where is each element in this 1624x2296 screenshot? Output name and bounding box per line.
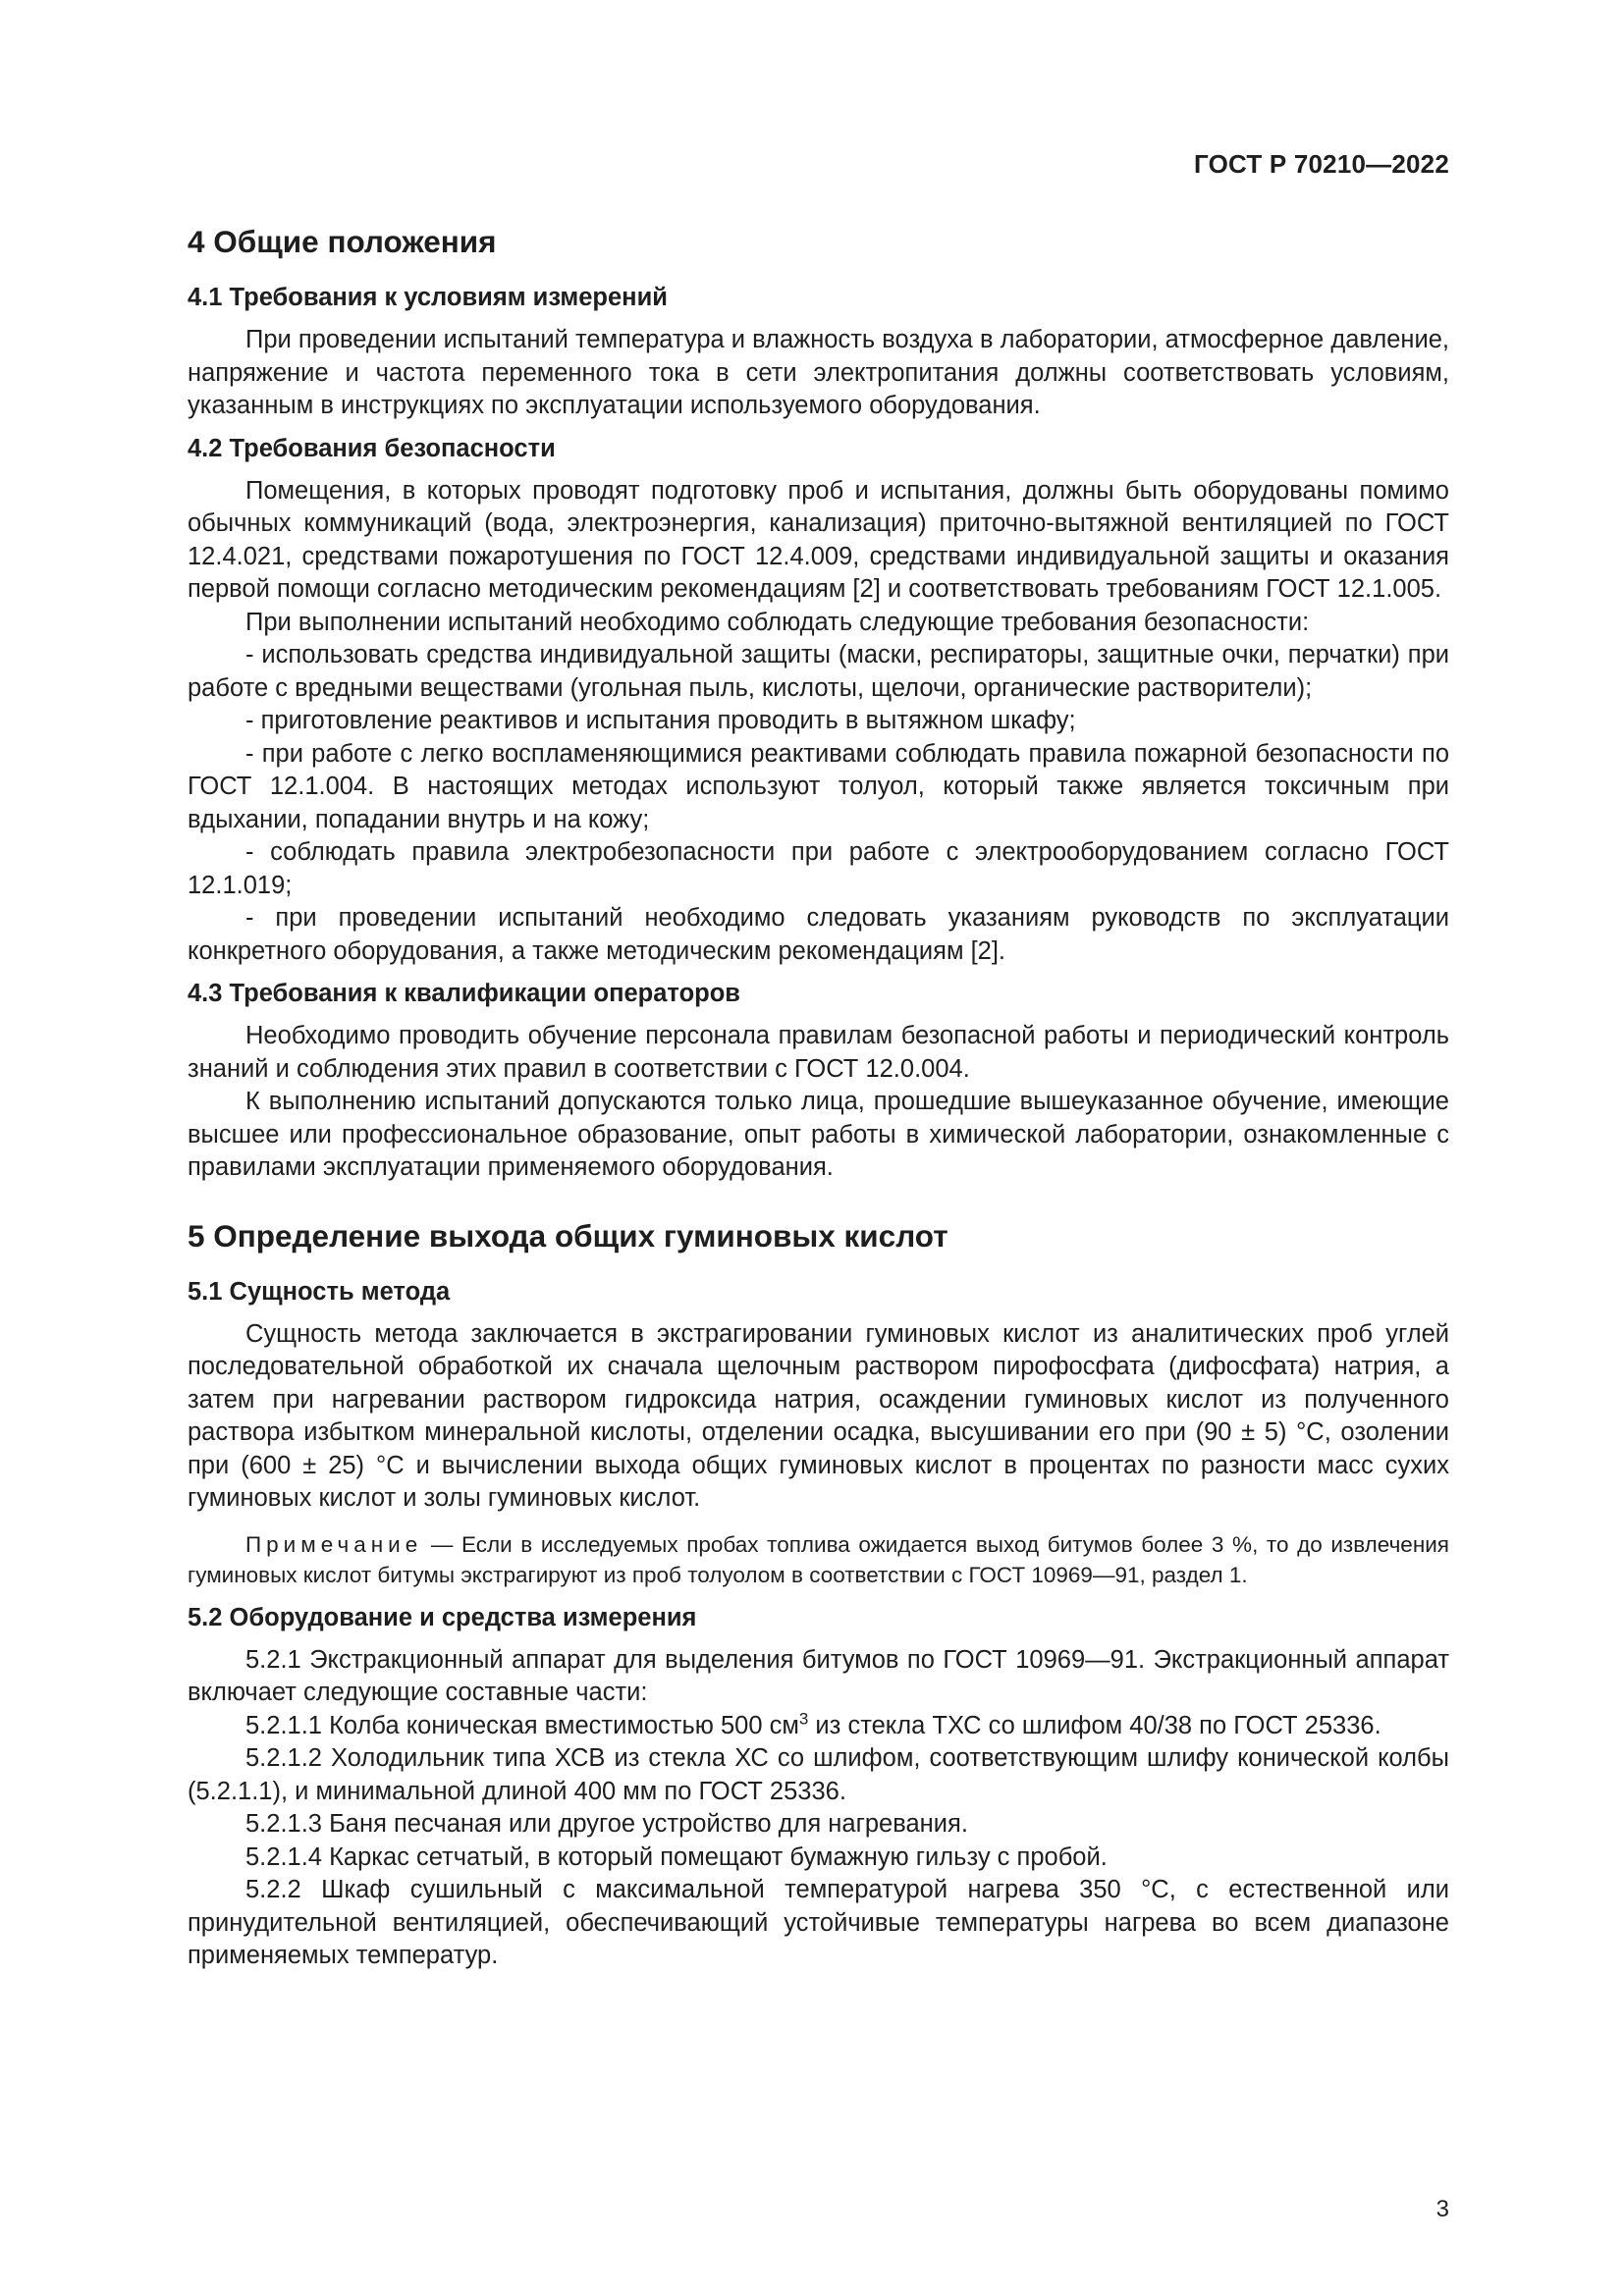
note-text: — Если в исследуемых пробах топлива ожидается выход битумов более 3 %, то до извлечения гуминовых кислот битумы экстрагируют из проб толуолом в соответствии с ГОСТ 10969—91, раздел 1.	[188, 1531, 1449, 1587]
paragraph: 5.2.1.2 Холодильник типа ХСВ из стекла ХС со шлифом, соответствующим шлифу конической колбы (5.2.1.1), и минимальной длиной 400 мм по ГОСТ 25336.	[188, 1744, 1449, 1805]
section-5-title: 5 Определение выхода общих гуминовых кислот	[188, 1217, 948, 1254]
paragraph: При выполнении испытаний необходимо соблюдать следующие требования безопасности:	[245, 608, 1310, 636]
paragraph: При проведении испытаний температура и влажность воздуха в лаборатории, атмосферное давление, напряжение и частота переменного тока в сети электропитания должны соответствовать условиям, указанным в инструкциях по эксплуатации используемого оборудования.	[188, 326, 1449, 419]
note-label: Примечание	[245, 1531, 423, 1557]
paragraph: Необходимо проводить обучение персонала правилам безопасной работы и периодический контроль знаний и соблюдения этих правил в соответствии с ГОСТ 12.0.004.	[188, 1022, 1449, 1083]
section-5-1-title: 5.1 Сущность метода	[188, 1277, 451, 1306]
list-item: - приготовление реактивов и испытания проводить в вытяжном шкафу;	[245, 707, 1076, 734]
paragraph: 5.2.2 Шкаф сушильный с максимальной температурой нагрева 350 °С, с естественной или принудительной вентиляцией, обеспечивающий устойчивые температуры нагрева во всем диапазоне применяемых температур.	[188, 1876, 1449, 1969]
superscript: 3	[798, 1709, 809, 1728]
list-item: - соблюдать правила электробезопасности при работе с электрооборудованием согласно ГОСТ 12.1.019;	[188, 838, 1449, 899]
section-4-1-title: 4.1 Требования к условиям измерений	[188, 284, 668, 311]
section-4-title: 4 Общие положения	[188, 224, 497, 259]
section-4-2-title: 4.2 Требования безопасности	[188, 434, 556, 462]
list-item: - при работе с легко воспламеняющимися реактивами соблюдать правила пожарной безопасности по ГОСТ 12.1.004. В настоящих методах используют толуол, который также является токсичным при вдыхании, попадании внутрь и на кожу;	[188, 739, 1449, 833]
note	[188, 1529, 1449, 1590]
paragraph: 5.2.1.3 Баня песчаная или другое устройство для нагревания.	[245, 1810, 968, 1838]
document-code: ГОСТ Р 70210—2022	[1194, 149, 1449, 179]
page-content	[188, 218, 1449, 1973]
list-item: - при проведении испытаний необходимо следовать указаниям руководств по эксплуатации конкретного оборудования, а также методическим рекомендациям [2].	[188, 904, 1449, 965]
paragraph: Сущность метода заключается в экстрагировании гуминовых кислот из аналитических проб углей последовательной обработкой их сначала щелочным раствором пирофосфата (дифосфата) натрия, а затем при нагревании раствором гидроксида натрия, осаждении гуминовых кислот из полученного раствора избытком минеральной кислоты, отделении осадка, высушивании его при (90 ± 5) °С, озолении при (600 ± 25) °С и вычислении выхода общих гуминовых кислот в процентах по разности масс сухих гуминовых кислот и золы гуминовых кислот.	[188, 1319, 1449, 1512]
section-4-3-title: 4.3 Требования к квалификации операторов	[188, 980, 740, 1007]
page-number: 3	[1435, 2196, 1449, 2222]
section-5-2-title: 5.2 Оборудование и средства измерения	[188, 1603, 697, 1631]
paragraph: 5.2.1 Экстракционный аппарат для выделения битумов по ГОСТ 10969—91. Экстракционный аппарат включает следующие составные части:	[188, 1645, 1449, 1706]
paragraph: К выполнению испытаний допускаются только лица, прошедшие вышеуказанное обучение, имеющие высшее или профессиональное образование, опыт работы в химической лаборатории, ознакомленные с правилами эксплуатации применяемого оборудования.	[188, 1088, 1449, 1181]
paragraph: 5.2.1.4 Каркас сетчатый, в который помещают бумажную гильзу с пробой.	[245, 1842, 1108, 1871]
list-item: - использовать средства индивидуальной защиты (маски, респираторы, защитные очки, перчатки) при работе с вредными веществами (угольная пыль, кислоты, щелочи, органические растворители);	[188, 641, 1449, 702]
paragraph: 5.2.1.1 Колба коническая вместимостью 500 $см^3$ из стекла ТХС со шлифом 40/38 по ГОСТ 25336.	[245, 1709, 1381, 1739]
paragraph: Помещения, в которых проводят подготовку проб и испытания, должны быть оборудованы помимо обычных коммуникаций (вода, электроэнергия, канализация) приточно-вытяжной вентиляцией по ГОСТ 12.4.021, средствами пожаротушения по ГОСТ 12.4.009, средствами индивидуальной защиты и оказания первой помощи согласно методическим рекомендациям [2] и соответствовать требованиям ГОСТ 12.1.005.	[188, 476, 1449, 603]
